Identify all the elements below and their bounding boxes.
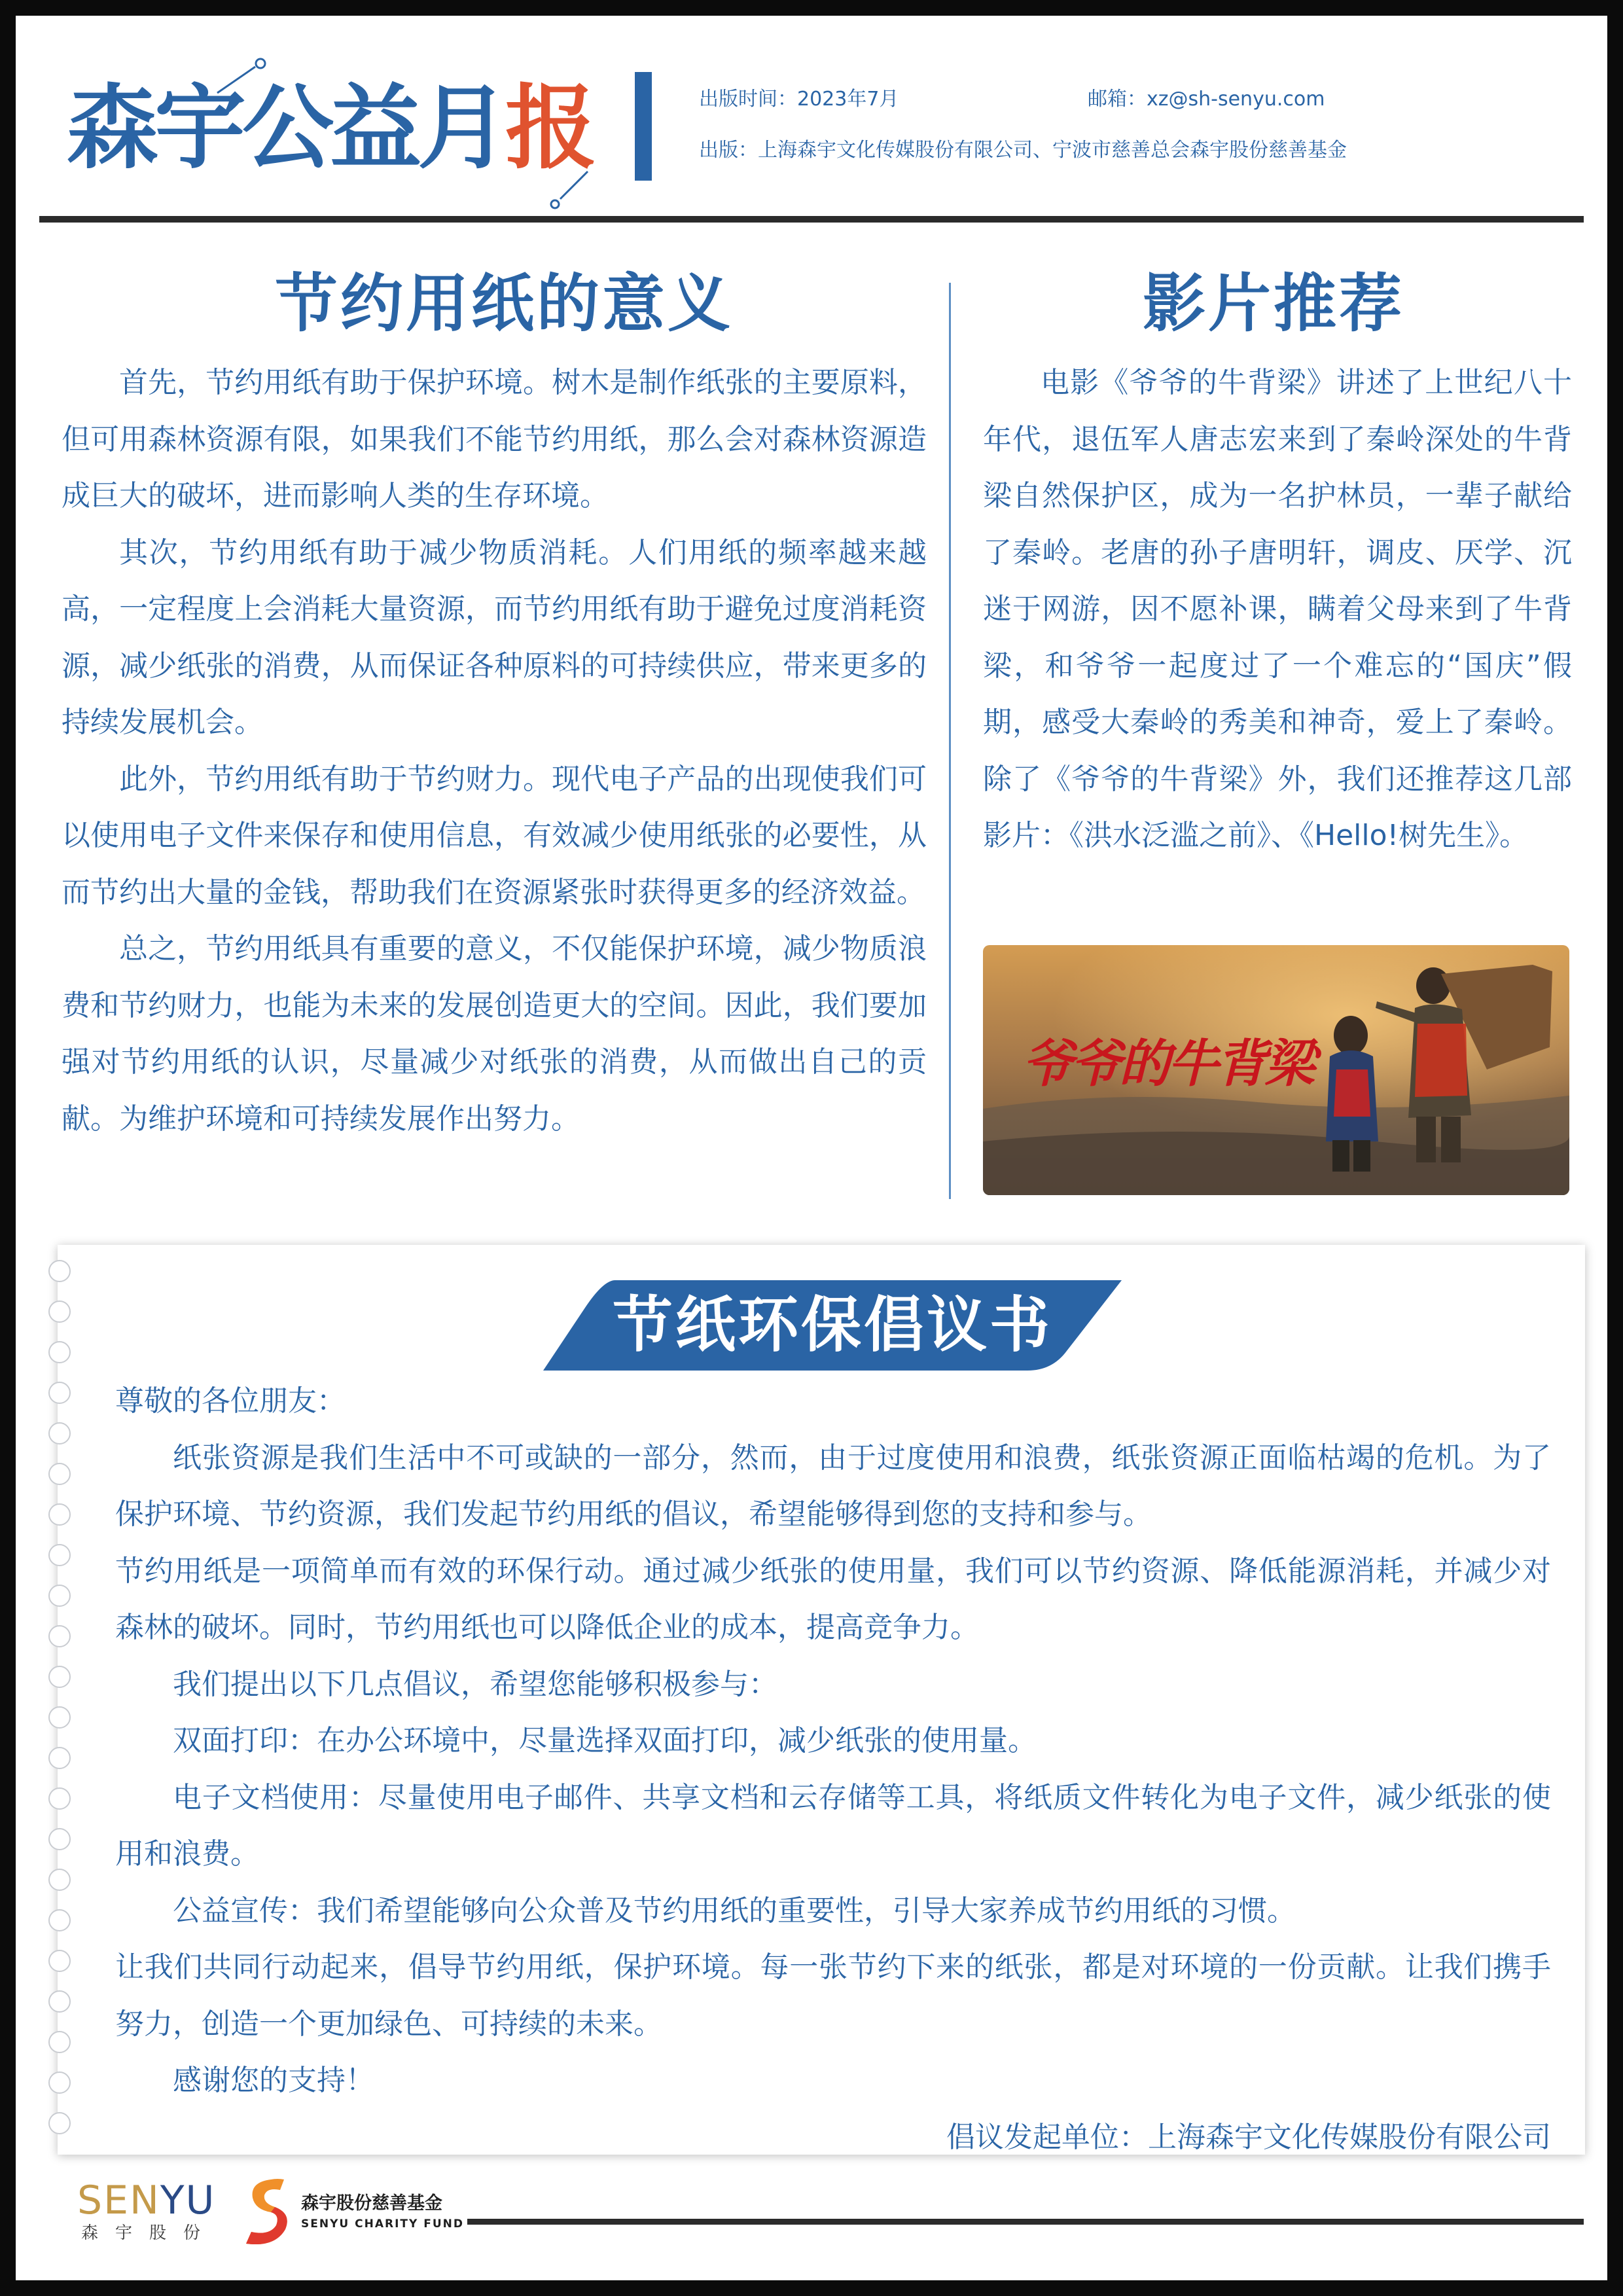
senyu-wordmark bbox=[77, 2179, 217, 2221]
proposal-paragraph: 节约用纸是一项简单而有效的环保行动。通过减少纸张的使用量，我们可以节约资源、降低能源消耗，并减少对森林的破坏。同时，节约用纸也可以降低企业的成本，提高竞争力。 bbox=[115, 1554, 1551, 1644]
film-body bbox=[983, 355, 1572, 865]
charity-fund-name-en: SENYU CHARITY FUND bbox=[301, 2217, 464, 2231]
proposal-title: 节纸环保倡议书 bbox=[612, 1290, 1052, 1360]
paper-saving-paragraph: 此外，节约用纸有助于节约财力。现代电子产品的出现使我们可以使用电子文件来保存和使用信息，有效减少使用纸张的必要性，从而节约出大量的金钱，帮助我们在资源紧张时获得更多的经济效益。 bbox=[62, 762, 927, 909]
paper-saving-paragraph: 首先，节约用纸有助于保护环境。树木是制作纸张的主要原料，但可用森林资源有限，如果我们不能节约用纸，那么会对森林资源造成巨大的破坏，进而影响人类的生存环境。 bbox=[62, 366, 927, 512]
senyu-subtitle: 森宇股份 bbox=[81, 2223, 218, 2243]
logo-sparkle-bottom-icon bbox=[547, 168, 593, 209]
contact-email[interactable]: 邮箱：xz@sh-senyu.com bbox=[1088, 88, 1325, 111]
publish-date: 出版时间：2023年7月 bbox=[699, 88, 899, 111]
charity-fund-emblem-icon bbox=[237, 2176, 293, 2248]
paper-saving-body bbox=[62, 355, 927, 1147]
publisher-line: 出版：上海森宇文化传媒股份有限公司、宁波市慈善总会森宇股份慈善基金 bbox=[699, 139, 1347, 162]
proposal-item-digital: 电子文档使用：尽量使用电子邮件、共享文档和云存储等工具，将纸质文件转化为电子文件，减少纸张的使用和浪费。 bbox=[115, 1780, 1551, 1871]
paper-saving-paragraph: 其次，节约用纸有助于减少物质消耗。人们用纸的频率越来越高，一定程度上会消耗大量资源，而节约用纸有助于避免过度消耗资源，减少纸张的消费，从而保证各种原料的可持续供应，带来更多的持续发展机会。 bbox=[62, 535, 927, 739]
proposal-paragraph: 纸张资源是我们生活中不可或缺的一部分，然而，由于过度使用和浪费，纸张资源正面临枯竭的危机。为了保护环境、节约资源，我们发起节约用纸的倡议，希望能够得到您的支持和参与。 bbox=[115, 1441, 1551, 1531]
proposal-item-publicity: 公益宣传：我们希望能够向公众普及节约用纸的重要性，引导大家养成节约用纸的习惯。 bbox=[173, 1893, 1296, 1928]
column-divider bbox=[949, 283, 951, 1199]
newsletter-page bbox=[16, 16, 1607, 2280]
logo-title-main: 森宇公益月 bbox=[67, 75, 506, 182]
proposal-greeting: 尊敬的各位朋友： bbox=[115, 1384, 346, 1418]
proposal-paragraph: 让我们共同行动起来，倡导节约用纸，保护环境。每一张节约下来的纸张，都是对环境的一份贡献。让我们携手努力，创造一个更加绿色、可持续的未来。 bbox=[115, 1950, 1551, 2041]
film-poster-image bbox=[983, 945, 1569, 1195]
charity-fund-name-cn: 森宇股份慈善基金 bbox=[301, 2193, 442, 2214]
proposal-thanks: 感谢您的支持！ bbox=[173, 2064, 374, 2097]
proposal-paragraph: 我们提出以下几点倡议，希望您能够积极参与： bbox=[173, 1667, 777, 1701]
senyu-wordmark-prefix: SEN bbox=[77, 2178, 160, 2223]
proposal-body bbox=[115, 1373, 1551, 2166]
header-rule bbox=[39, 216, 1584, 223]
paper-saving-title: 节约用纸的意义 bbox=[275, 267, 733, 340]
newsletter-logo-title bbox=[67, 73, 593, 185]
senyu-logo bbox=[77, 2179, 217, 2245]
footer-rule bbox=[467, 2219, 1584, 2225]
masthead bbox=[16, 16, 1607, 212]
proposal-signature: 倡议发起单位：上海森宇文化传媒股份有限公司 bbox=[946, 2120, 1551, 2154]
film-section-title: 影片推荐 bbox=[1143, 267, 1404, 340]
poster-title-text: 爷爷的牛背梁 bbox=[1022, 1034, 1313, 1094]
masthead-divider-bar bbox=[635, 72, 652, 181]
film-paragraph: 电影《爷爷的牛背梁》讲述了上世纪八十年代，退伍军人唐志宏来到了秦岭深处的牛背梁自然保护区，成为一名护林员，一辈子献给了秦岭。老唐的孙子唐明轩，调皮、厌学、沉迷于网游，因不愿补课，瞒着父母来到了牛背梁，和爷爷一起度过了一个难忘的“国庆”假期，感受大秦岭的秀美和神奇，爱上了秦岭。除了《爷爷的牛背梁》外，我们还推荐这几部影片：《洪水泛滥之前》、《Hello!树先生》。 bbox=[983, 366, 1572, 852]
scallop-edge-decoration bbox=[48, 1258, 71, 2142]
senyu-wordmark-suffix: YU bbox=[160, 2178, 216, 2223]
proposal-item-duplex: 双面打印：在办公环境中，尽量选择双面打印，减少纸张的使用量。 bbox=[173, 1724, 1037, 1757]
paper-saving-paragraph: 总之，节约用纸具有重要的意义，不仅能保护环境，减少物质浪费和节约财力，也能为未来的发展创造更大的空间。因此，我们要加强对节约用纸的认识，尽量减少对纸张的消费，从而做出自己的贡献。为维护环境和可持续发展作出努力。 bbox=[62, 932, 927, 1136]
logo-title-accent: 报 bbox=[505, 75, 594, 182]
